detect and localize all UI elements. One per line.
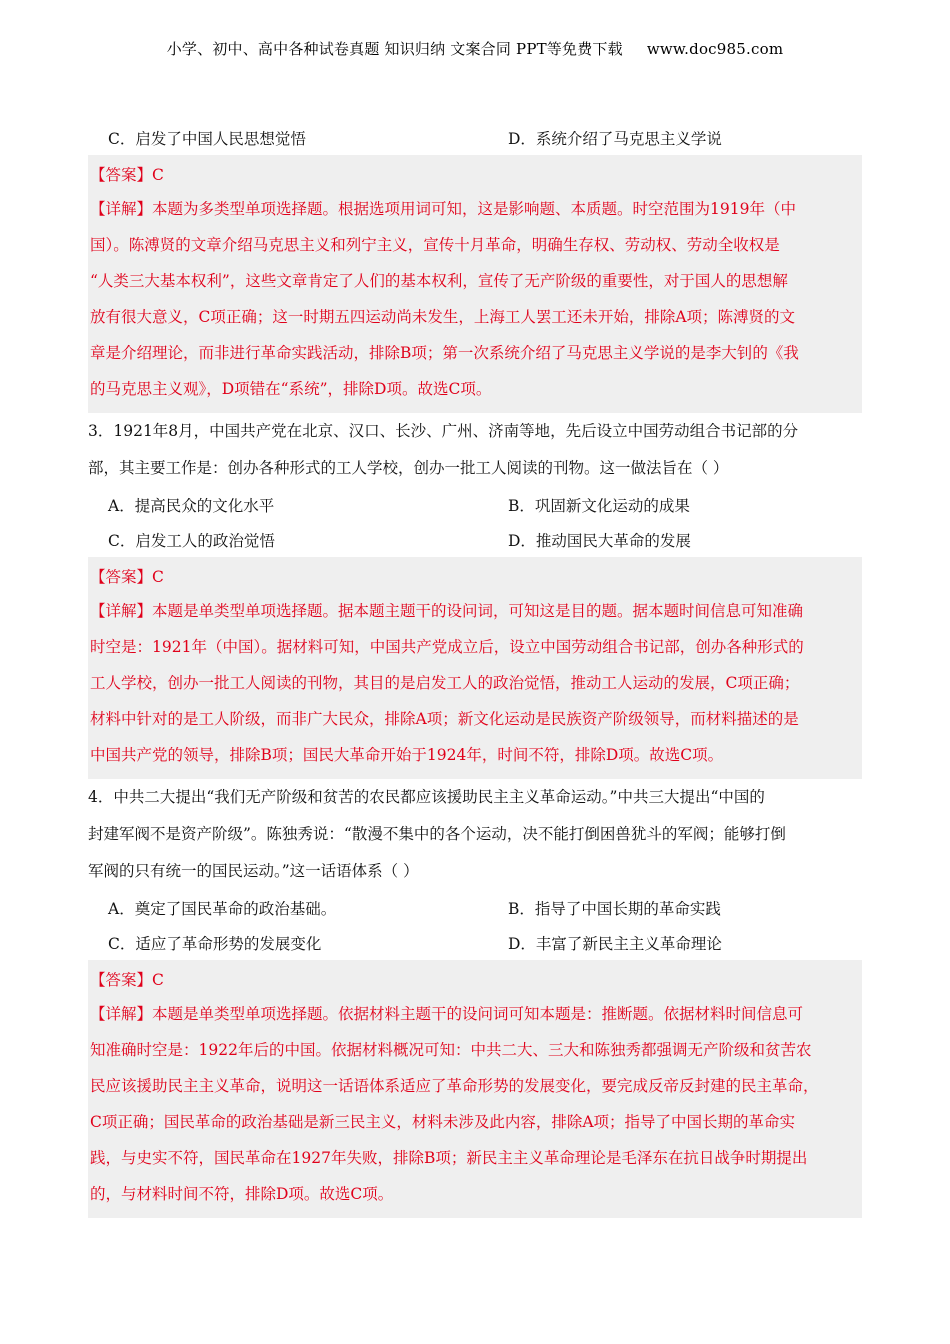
q4-stem-line: 军阀的只有统一的国民运动。”这一话语体系（ ） (88, 862, 419, 880)
q2-explanation-line: 放有很大意义，C项正确；这一时期五四运动尚未发生，上海工人罢工还未开始，排除A项；陈溥贤的文 (90, 308, 796, 326)
q4-answer: 【答案】C (90, 971, 164, 989)
page-header (0, 38, 950, 59)
q4-explanation-line: 践，与史实不符，国民革命在1927年失败，排除B项；新民主主义革命理论是毛泽东在抗日战争时期提出 (90, 1149, 808, 1167)
q4-stem-line: 封建军阀不是资产阶级”。陈独秀说：“散漫不集中的各个运动，决不能打倒困兽犹斗的军阀；能够打倒 (88, 825, 786, 843)
q4-explanation-line: 【详解】本题是单类型单项选择题。依据材料主题干的设问词可知本题是：推断题。依据材料时间信息可 (90, 1005, 804, 1023)
q2-options-row (88, 120, 862, 155)
q4-options-row (88, 925, 862, 960)
q4-explanation-line: 的，与材料时间不符，排除D项。故选C项。 (90, 1185, 394, 1203)
question-3 (88, 413, 862, 487)
q3-option-b: B．巩固新文化运动的成果 (508, 496, 690, 515)
q4-explanation-line: 知准确时空是：1922年后的中国。依据材料概况可知：中共二大、三大和陈独秀都强调无产阶级和贫苦农 (90, 1041, 812, 1059)
q4-explanation-line: C项正确；国民革命的政治基础是新三民主义，材料未涉及此内容，排除A项；指导了中国长期的革命实 (90, 1113, 796, 1131)
q2-explanation-line: 国）。陈溥贤的文章介绍马克思主义和列宁主义，宣传十月革命，明确生存权、劳动权、劳动全收权是 (90, 236, 780, 254)
header-site-link[interactable]: www.doc985.com (646, 40, 784, 58)
q3-stem-line: 3．1921年8月，中国共产党在北京、汉口、长沙、广州、济南等地，先后设立中国劳动组合书记部的分 (88, 422, 799, 440)
q3-option-c: C．启发工人的政治觉悟 (108, 531, 275, 550)
q3-option-a: A．提高民众的文化水平 (108, 496, 275, 515)
q4-options-row (88, 890, 862, 925)
q4-answer-block (88, 960, 862, 1218)
q3-answer-block (88, 557, 862, 779)
q2-explanation-line: 的马克思主义观》，D项错在“系统”，排除D项。故选C项。 (90, 380, 492, 398)
document-body (88, 120, 862, 1218)
q2-answer-block (88, 155, 862, 413)
q4-option-d: D．丰富了新民主主义革命理论 (508, 934, 722, 953)
q3-explanation-line: 【详解】本题是单类型单项选择题。据本题主题干的设问词，可知这是目的题。据本题时间信息可知准确 (90, 602, 804, 620)
q3-explanation-line: 工人学校，创办一批工人阅读的刊物，其目的是启发工人的政治觉悟，推动工人运动的发展，C项正确； (90, 674, 800, 692)
q2-answer: 【答案】C (90, 166, 164, 184)
q2-option-d: D．系统介绍了马克思主义学说 (508, 129, 722, 148)
q4-option-c: C．适应了革命形势的发展变化 (108, 934, 322, 953)
q2-explanation-line: 章是介绍理论，而非进行革命实践活动，排除B项；第一次系统介绍了马克思主义学说的是李大钊的《我 (90, 344, 799, 362)
q3-explanation-line: 材料中针对的是工人阶级，而非广大民众，排除A项；新文化运动是民族资产阶级领导，而材料描述的是 (90, 710, 799, 728)
q3-explanation-line: 中国共产党的领导，排除B项；国民大革命开始于1924年，时间不符，排除D项。故选C项。 (90, 746, 724, 764)
q3-stem-line: 部，其主要工作是：创办各种形式的工人学校，创办一批工人阅读的刊物。这一做法旨在（ ） (88, 459, 729, 477)
q4-option-a: A．奠定了国民革命的政治基础。 (108, 899, 337, 918)
q4-stem-line: 4．中共二大提出“我们无产阶级和贫苦的农民都应该援助民主主义革命运动。”中共三大提出“中国的 (88, 788, 765, 806)
q3-explanation-line: 时空是：1921年（中国）。据材料可知，中国共产党成立后，设立中国劳动组合书记部，创办各种形式的 (90, 638, 804, 656)
q4-option-b: B．指导了中国长期的革命实践 (508, 899, 721, 918)
q3-options-row (88, 487, 862, 522)
q3-answer: 【答案】C (90, 568, 164, 586)
q4-explanation-line: 民应该援助民主主义革命，说明这一话语体系适应了革命形势的发展变化，要完成反帝反封建的民主革命， (90, 1077, 819, 1095)
q2-explanation-line: 【详解】本题为多类型单项选择题。根据选项用词可知，这是影响题、本质题。时空范围为1919年（中 (90, 200, 796, 218)
header-text: 小学、初中、高中各种试卷真题 知识归纳 文案合同 PPT等免费下载 (166, 40, 623, 58)
question-4 (88, 779, 862, 890)
q2-explanation-line: “人类三大基本权利”，这些文章肯定了人们的基本权利，宣传了无产阶级的重要性，对于国人的思想解 (90, 272, 788, 290)
q2-option-c: C．启发了中国人民思想觉悟 (108, 129, 306, 148)
q3-option-d: D．推动国民大革命的发展 (508, 531, 691, 550)
q3-options-row (88, 522, 862, 557)
